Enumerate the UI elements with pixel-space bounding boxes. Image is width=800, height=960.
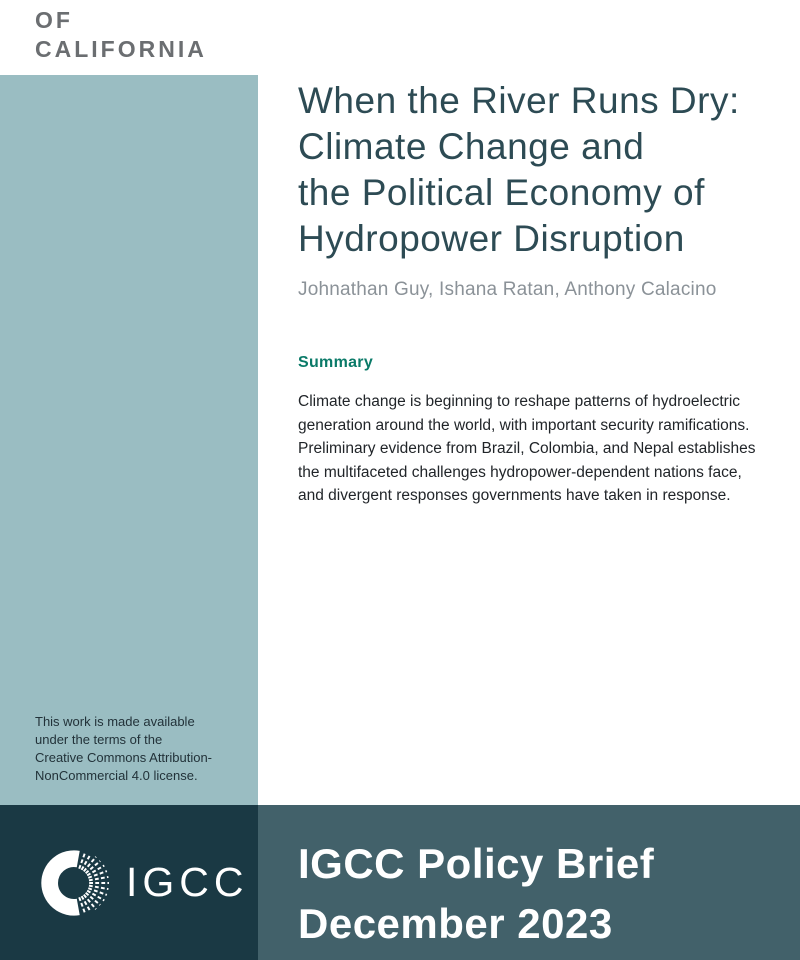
- page-title: [298, 78, 766, 262]
- title-line: When the River Runs Dry:: [298, 80, 740, 121]
- igcc-logo-block: [0, 805, 258, 960]
- license-text: [35, 713, 235, 785]
- brief-info: [258, 805, 800, 960]
- footer: [0, 805, 800, 960]
- university-of-california-wordmark: [35, 6, 207, 64]
- title-line: Climate Change and: [298, 126, 645, 167]
- license-line: under the terms of the: [35, 732, 163, 747]
- cover-body: [0, 75, 800, 805]
- header: [0, 0, 800, 75]
- license-line: NonCommercial 4.0 license.: [35, 768, 198, 783]
- igcc-logo-icon: [36, 845, 112, 921]
- license-line: This work is made available: [35, 714, 195, 729]
- brief-title: IGCC Policy Brief: [298, 840, 655, 887]
- summary-text: Climate change is beginning to reshape patterns of hydroelectric generation around the world, with important security ramifications. Preliminary evidence from Brazil, Colombia, and Nepal establishes the multifaceted challenges hydropower-dependent nations face, and divergent responses governments have taken in response.: [298, 393, 756, 504]
- wordmark-line: CALIFORNIA: [35, 36, 207, 62]
- sidebar: [0, 75, 258, 805]
- main-content: [258, 75, 800, 805]
- brief-date: December 2023: [298, 900, 613, 947]
- wordmark-line: OF: [35, 7, 73, 33]
- title-line: Hydropower Disruption: [298, 218, 685, 259]
- summary-heading: Summary: [298, 354, 374, 371]
- igcc-wordmark: IGCC: [126, 859, 249, 905]
- license-line: Creative Commons Attribution-: [35, 750, 213, 765]
- authors: Johnathan Guy, Ishana Ratan, Anthony Calacino: [298, 279, 717, 300]
- title-line: the Political Economy of: [298, 172, 705, 213]
